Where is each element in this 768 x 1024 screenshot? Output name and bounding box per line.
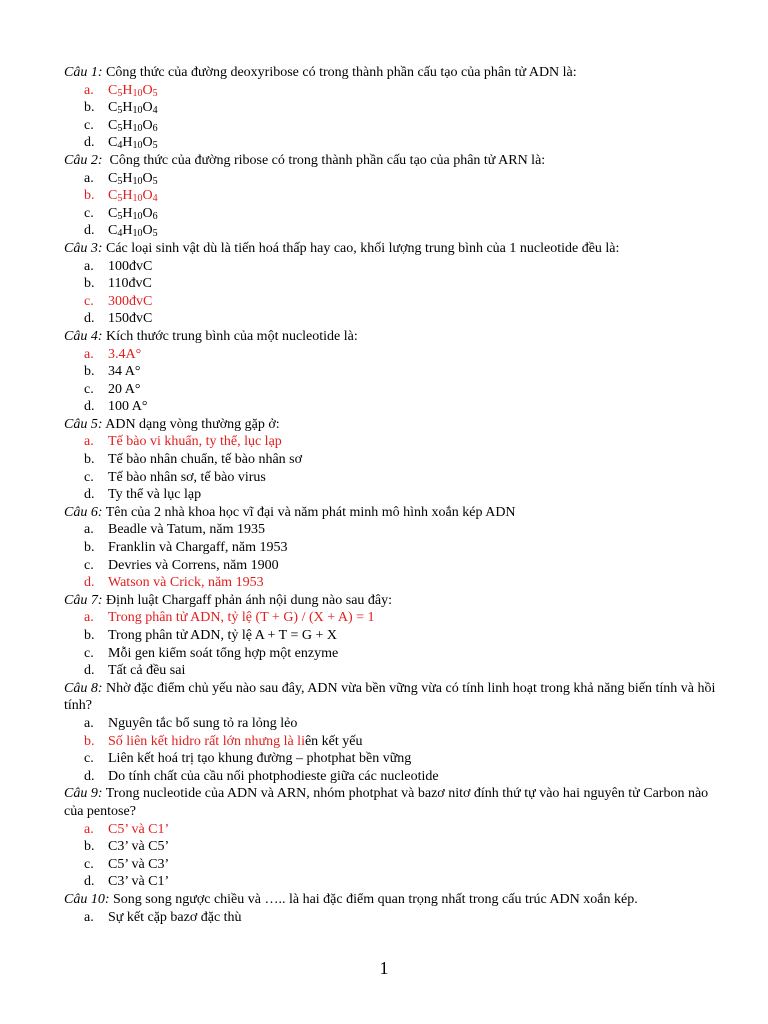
option-text: 300đvC (108, 293, 153, 309)
option-text: Watson và Crick, năm 1953 (108, 575, 264, 591)
answer-option-correct (64, 187, 724, 205)
question-body: Nhờ đặc điểm chủ yếu nào sau đây, ADN vừa bền vững vừa có tính linh hoạt trong khả năng biến tính và hồi tính? (64, 680, 719, 714)
question-body: Trong nucleotide của ADN và ARN, nhóm photphat và bazơ nitơ đính thứ tự vào hai nguyên tử Carbon nào của pentose? (64, 786, 712, 819)
answer-option (64, 205, 724, 223)
option-list (64, 609, 724, 679)
question-body: Công thức của đường deoxyribose có trong thành phần cấu tạo của phân tử ADN là: (102, 65, 577, 80)
answer-option-correct (64, 433, 724, 451)
option-letter: c. (84, 751, 94, 767)
option-letter: b. (84, 733, 95, 749)
option-text: C5’ và C1’ (108, 821, 170, 837)
option-letter: a. (84, 610, 94, 626)
option-letter: c. (84, 205, 94, 221)
option-letter: c. (84, 856, 94, 872)
answer-option (64, 715, 724, 733)
option-letter: a. (84, 258, 94, 274)
question-body: Kích thước trung bình của một nucleotide là: (102, 328, 358, 344)
option-text: Devries và Correns, năm 1900 (108, 557, 279, 573)
option-list (64, 521, 724, 591)
answer-option-correct (64, 609, 724, 627)
option-letter: a. (84, 821, 94, 837)
answer-option (64, 873, 724, 891)
option-text: $C_5H_{10}O_4$ (108, 100, 158, 117)
option-letter: c. (84, 645, 94, 661)
option-list (64, 821, 724, 891)
answer-option (64, 170, 724, 188)
question-text (64, 416, 724, 434)
option-list (64, 170, 724, 240)
option-text: C3’ và C1’ (108, 874, 170, 890)
answer-option (64, 750, 724, 768)
question-body: Các loại sinh vật dù là tiến hoá thấp hay cao, khối lượng trung bình của 1 nucleotide đều là: (102, 240, 620, 256)
answer-option (64, 469, 724, 487)
option-text: Franklin và Chargaff, năm 1953 (108, 540, 288, 556)
question-text (64, 785, 724, 820)
question-text (64, 504, 724, 522)
answer-option-correct (64, 346, 724, 364)
option-list (64, 715, 724, 785)
question-body: ADN dạng vòng thường gặp ở: (102, 416, 280, 432)
option-letter: c. (84, 117, 94, 133)
answer-option (64, 909, 724, 927)
question-text (64, 152, 724, 170)
option-letter: b. (84, 188, 95, 204)
answer-option (64, 275, 724, 293)
option-text: Tế bào nhân sơ, tế bào virus (108, 469, 266, 485)
option-letter: d. (84, 768, 95, 784)
option-list (64, 346, 724, 416)
option-letter: d. (84, 487, 95, 503)
option-letter: c. (84, 469, 94, 485)
answer-option (64, 117, 724, 135)
answer-option (64, 398, 724, 416)
option-letter: a. (84, 82, 94, 98)
question-label: Câu 1: (64, 65, 103, 80)
page-number: 1 (379, 958, 389, 978)
question-body: Định luật Chargaff phản ánh nội dung nào sau đây: (102, 592, 393, 608)
option-letter: d. (84, 135, 95, 151)
option-text: C3’ và C5’ (108, 839, 170, 855)
question-label: Câu 6: (64, 504, 103, 520)
option-letter: d. (84, 663, 95, 679)
question-label: Câu 8: (64, 680, 103, 696)
option-text: $C_4H_{10}O_5$ (108, 223, 158, 240)
option-letter: a. (84, 434, 94, 450)
question-label: Câu 7: (64, 592, 103, 608)
option-letter: b. (84, 364, 95, 380)
answer-option (64, 451, 724, 469)
question-text (64, 64, 724, 82)
option-list (64, 909, 724, 927)
option-text: 34 A° (108, 364, 141, 380)
question-label: Câu 3: (64, 240, 103, 256)
option-letter: b. (84, 276, 95, 292)
option-text: Liên kết hoá trị tạo khung đường – photphat bền vững (108, 751, 412, 767)
option-text: Tế bào vi khuẩn, ty thể, lục lạp (108, 434, 282, 450)
option-list (64, 258, 724, 328)
answer-option (64, 99, 724, 117)
answer-option (64, 662, 724, 680)
answer-option-correct (64, 574, 724, 592)
option-letter: a. (84, 522, 94, 538)
answer-option-correct (64, 733, 724, 751)
question-label: Câu 5: (64, 416, 103, 432)
question-text (64, 328, 724, 346)
answer-option (64, 856, 724, 874)
option-text: Nguyên tắc bổ sung tỏ ra lỏng lẻo (108, 715, 298, 731)
option-text: Trong phân tử ADN, tỷ lệ (T + G) / (X + A) = 1 (108, 610, 375, 626)
answer-option (64, 258, 724, 276)
answer-option (64, 134, 724, 152)
option-text: 110đvC (108, 276, 152, 292)
option-letter: a. (84, 715, 94, 731)
option-text: Số liên kết hidro rất lớn nhưng là liên kết yếu (108, 733, 363, 749)
question-text (64, 891, 724, 909)
question-label: Câu 9: (64, 786, 103, 802)
answer-option (64, 521, 724, 539)
question-text (64, 680, 724, 715)
option-letter: b. (84, 839, 95, 855)
answer-option (64, 627, 724, 645)
question-label: Câu 2: (64, 152, 103, 168)
option-letter: d. (84, 575, 95, 591)
option-text: 3.4A° (108, 346, 142, 362)
option-letter: c. (84, 293, 94, 309)
option-text: $C_5H_{10}O_5$ (108, 82, 158, 99)
option-letter: b. (84, 452, 95, 468)
option-text: 20 A° (108, 381, 141, 397)
option-letter: a. (84, 170, 94, 186)
option-text: 100 A° (108, 399, 148, 415)
option-text: $C_5H_{10}O_6$ (108, 117, 158, 134)
option-letter: d. (84, 311, 95, 327)
question-text (64, 240, 724, 258)
option-text: Do tính chất của cầu nối photphodieste giữa các nucleotide (108, 768, 439, 784)
answer-option-correct (64, 82, 724, 100)
option-letter: c. (84, 557, 94, 573)
option-text: Ty thể và lục lạp (108, 487, 202, 503)
option-text: Sự kết cặp bazơ đặc thù (108, 909, 242, 925)
option-list (64, 82, 724, 152)
answer-option (64, 645, 724, 663)
answer-option (64, 310, 724, 328)
option-letter: b. (84, 540, 95, 556)
option-text: $C_4H_{10}O_5$ (108, 135, 158, 152)
option-letter: a. (84, 346, 94, 362)
option-letter: d. (84, 874, 95, 890)
answer-option (64, 381, 724, 399)
option-letter: c. (84, 381, 94, 397)
option-letter: a. (84, 909, 94, 925)
option-text: 150đvC (108, 311, 153, 327)
question-label: Câu 10: (64, 891, 110, 907)
option-text: Mỗi gen kiểm soát tổng hợp một enzyme (108, 645, 339, 661)
answer-option-correct (64, 293, 724, 311)
option-text: Tế bào nhân chuẩn, tế bào nhân sơ (108, 452, 303, 468)
answer-option (64, 838, 724, 856)
option-letter: d. (84, 223, 95, 239)
option-letter: b. (84, 628, 95, 643)
option-text: 100đvC (108, 258, 153, 274)
answer-option (64, 557, 724, 575)
question-label: Câu 4: (64, 328, 103, 344)
option-text: Beadle và Tatum, năm 1935 (108, 522, 266, 538)
question-body: Tên của 2 nhà khoa học vĩ đại và năm phát minh mô hình xoắn kép ADN (102, 504, 516, 520)
option-list (64, 433, 724, 503)
answer-option (64, 486, 724, 504)
option-text: C5’ và C3’ (108, 856, 170, 872)
answer-option (64, 539, 724, 557)
option-text: Trong phân tử ADN, tỷ lệ A + T = G + X (108, 628, 337, 643)
answer-option (64, 222, 724, 240)
answer-option (64, 363, 724, 381)
option-text: Tất cả đều sai (108, 663, 186, 679)
question-text (64, 592, 724, 610)
option-text: $C_5H_{10}O_4$ (108, 188, 158, 205)
question-body: Công thức của đường ribose có trong thành phần cấu tạo của phân tử ARN là: (102, 152, 546, 168)
answer-option (64, 768, 724, 786)
option-text: $C_5H_{10}O_6$ (108, 205, 158, 222)
question-body: Song song ngược chiều và ….. là hai đặc điểm quan trọng nhất trong cấu trúc ADN xoắn kép. (109, 891, 638, 907)
option-text: $C_5H_{10}O_5$ (108, 170, 158, 187)
question-list (64, 64, 724, 926)
answer-option-correct (64, 821, 724, 839)
option-letter: b. (84, 100, 95, 116)
option-letter: d. (84, 399, 95, 415)
